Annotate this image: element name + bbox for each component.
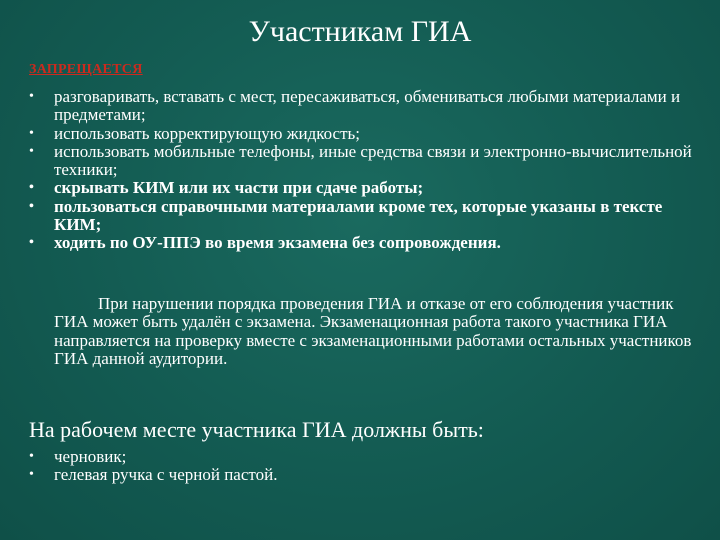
rule-text: использовать корректирующую жидкость; bbox=[54, 123, 360, 143]
list-item bbox=[29, 198, 701, 235]
list-item bbox=[29, 88, 701, 125]
rule-text: разговаривать, вставать с мест, пересаживаться, обмениваться любыми материалами и предметами; bbox=[54, 87, 681, 125]
bullet-icon: • bbox=[29, 449, 34, 464]
list-item bbox=[29, 143, 701, 180]
workplace-item-text: гелевая ручка с черной пастой. bbox=[54, 465, 278, 485]
workplace-heading: На рабочем месте участника ГИА должны быть: bbox=[29, 417, 484, 442]
forbidden-rules-list bbox=[29, 88, 701, 253]
workplace-item-text: черновик; bbox=[54, 447, 127, 466]
list-item bbox=[29, 179, 701, 197]
slide-title: Участникам ГИА bbox=[248, 15, 472, 48]
bullet-icon: • bbox=[29, 180, 34, 196]
rule-text: ходить по ОУ-ППЭ во время экзамена без сопровождения. bbox=[54, 233, 501, 253]
bullet-icon: • bbox=[29, 198, 34, 214]
bullet-icon: • bbox=[29, 467, 34, 483]
rule-text: скрывать КИМ или их части при сдаче работы; bbox=[54, 178, 424, 198]
forbidden-heading: ЗАПРЕЩАЕТСЯ bbox=[29, 62, 143, 77]
list-item bbox=[29, 448, 701, 466]
list-item bbox=[29, 466, 701, 484]
list-item bbox=[29, 234, 701, 252]
bullet-icon: • bbox=[29, 125, 34, 141]
bullet-icon: • bbox=[29, 89, 34, 104]
bullet-icon: • bbox=[29, 235, 34, 251]
penalty-paragraph: При нарушении порядка проведения ГИА и отказе от его соблюдения участник ГИА может быть удалён с экзамена. Экзаменационная работа такого участника ГИА направляется на проверку вместе с экзаменационными работами остальных участников ГИА данной аудитории. bbox=[54, 294, 692, 368]
rule-text: использовать мобильные телефоны, иные средства связи и электронно-вычислительной техники; bbox=[54, 141, 692, 180]
workplace-items-list bbox=[29, 448, 701, 485]
rule-text: пользоваться справочными материалами кроме тех, которые указаны в тексте КИМ; bbox=[54, 196, 663, 235]
list-item bbox=[29, 125, 701, 143]
bullet-icon: • bbox=[29, 143, 34, 159]
